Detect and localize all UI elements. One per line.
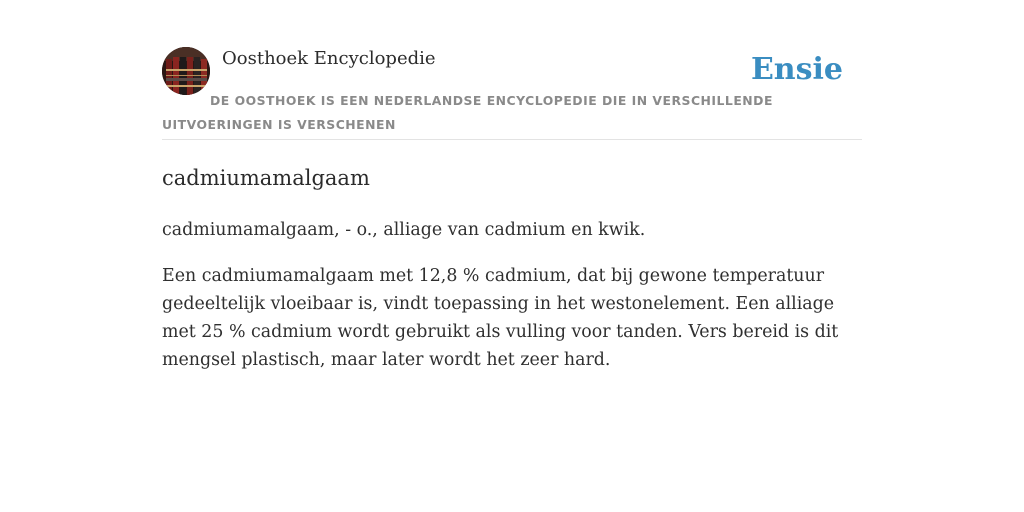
site-header: [162, 45, 862, 140]
article-body-text: Een cadmiumamalgaam met 12,8 % cadmium, dat bij gewone temperatuur gedeeltelijk vloeibaar is, vindt toepassing in het westonelement. Een alliage met 25 % cadmium wordt gebruikt als vulling voor tanden. Vers bereid is dit mengsel plastisch, maar later wordt het zeer hard.: [162, 266, 839, 370]
brand-logo-link[interactable]: Ensie: [750, 52, 843, 87]
encyclopedia-books-icon[interactable]: [162, 47, 210, 95]
site-tagline: DE OOSTHOEK IS EEN NEDERLANDSE ENCYCLOPEDIE DIE IN VERSCHILLENDE UITVOERINGEN IS VERSCHENEN: [162, 93, 773, 132]
site-title-link[interactable]: Oosthoek Encyclopedie: [222, 48, 436, 69]
article: [162, 162, 862, 374]
definition-text: cadmiumamalgaam, - o., alliage van cadmium en kwik.: [162, 220, 646, 240]
page-title: cadmiumamalgaam: [162, 166, 370, 190]
